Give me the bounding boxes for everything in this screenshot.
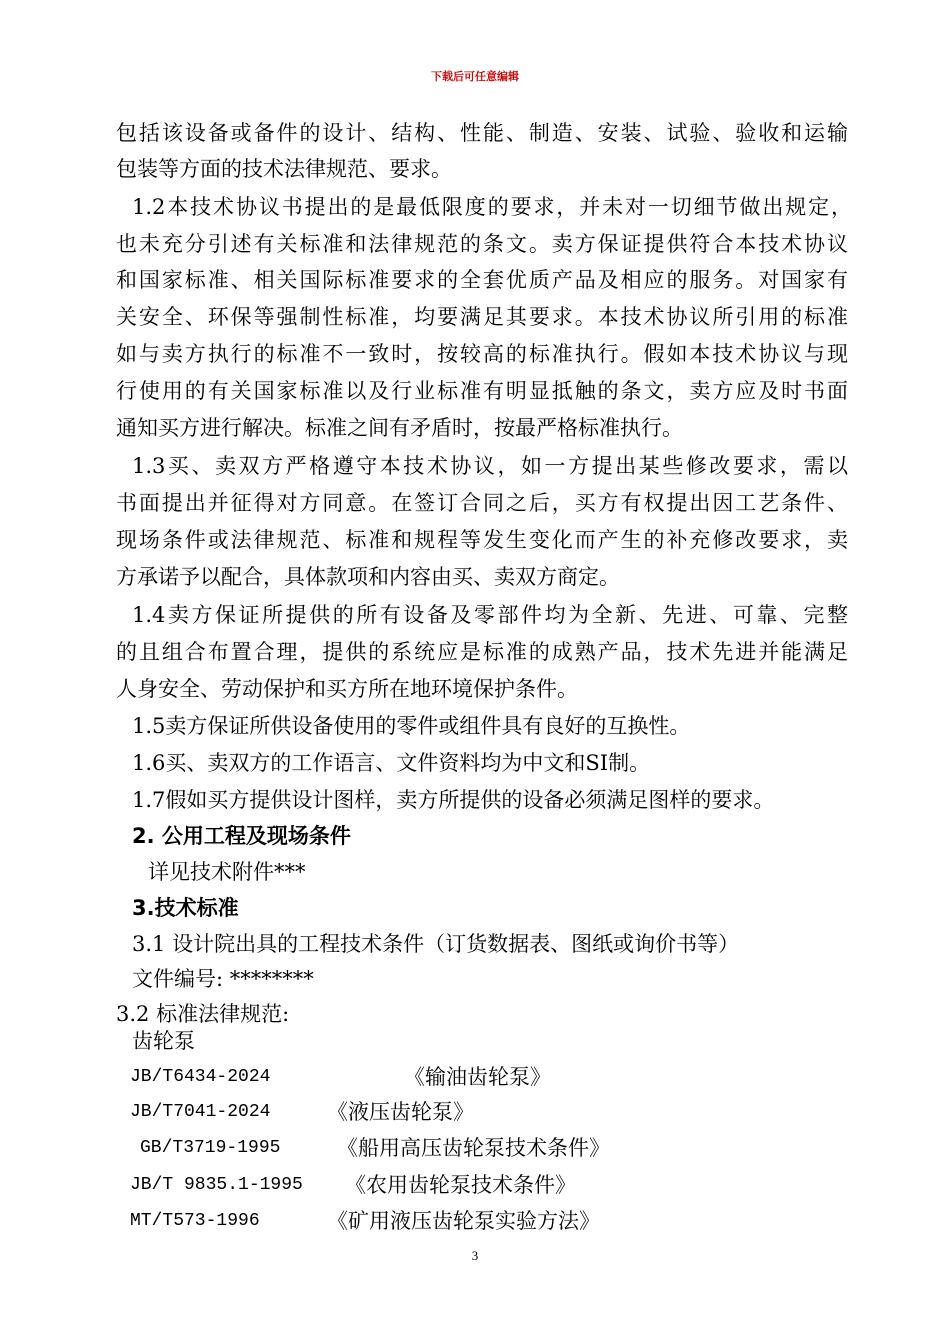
text-line: 1.3买、卖双方严格遵守本技术协议，如一方提出某些修改要求，需以 — [132, 454, 848, 478]
page-number: 3 — [471, 1248, 479, 1263]
standard-code: JB/T 9835.1-1995 — [130, 1175, 303, 1195]
text-line: 的且组合布置合理，提供的系统应是标准的成熟产品，技术先进并能满足 — [116, 640, 848, 664]
file-number: 文件编号: ******** — [132, 967, 314, 991]
item-3-2: 3.2 标准法律规范: — [116, 1002, 290, 1026]
text-line: 方承诺予以配合，具体款项和内容由买、卖双方商定。 — [116, 565, 620, 589]
category-label: 齿轮泵 — [132, 1029, 195, 1053]
item-1-6: 1.6买、卖双方的工作语言、文件资料均为中文和SI制。 — [132, 751, 651, 775]
text-line: 和国家标准、相关国际标准要求的全套优质产品及相应的服务。对国家有 — [116, 268, 848, 292]
standard-title: 《矿用液压齿轮泵实验方法》 — [327, 1209, 600, 1233]
standard-title: 《农用齿轮泵技术条件》 — [345, 1173, 576, 1197]
text-line: 也未充分引述有关标准和法律规范的条文。卖方保证提供符合本技术协议 — [116, 232, 848, 256]
text-line: 包装等方面的技术法律规范、要求。 — [116, 157, 452, 181]
standard-code: MT/T573-1996 — [130, 1211, 260, 1231]
text-line: 通知买方进行解决。标准之间有矛盾时，按最严格标准执行。 — [116, 416, 683, 440]
text-line: 1.2本技术协议书提出的是最低限度的要求，并未对一切细节做出规定， — [132, 195, 852, 219]
item-3-1: 3.1 设计院出具的工程技术条件（订货数据表、图纸或询价书等） — [132, 932, 740, 956]
section-2-heading: 2. 公用工程及现场条件 — [132, 824, 351, 848]
standard-code: JB/T6434-2024 — [130, 1067, 271, 1087]
section-2-text: 详见技术附件*** — [148, 860, 306, 884]
text-line: 包括该设备或备件的设计、结构、性能、制造、安装、试验、验收和运输 — [116, 121, 848, 145]
item-1-5: 1.5卖方保证所供设备使用的零件或组件具有良好的互换性。 — [132, 714, 691, 738]
item-1-7: 1.7假如买方提供设计图样，卖方所提供的设备必须满足图样的要求。 — [132, 788, 775, 812]
text-line: 1.4卖方保证所提供的所有设备及零部件均为全新、先进、可靠、完整 — [132, 603, 848, 627]
standard-code: GB/T3719-1995 — [140, 1138, 281, 1158]
header-note: 下载后可任意编辑 — [431, 70, 519, 83]
standard-title: 《输油齿轮泵》 — [404, 1065, 551, 1089]
text-line: 书面提出并征得对方同意。在签订合同之后，买方有权提出因工艺条件、 — [116, 491, 848, 515]
standard-title: 《船用高压齿轮泵技术条件》 — [337, 1136, 610, 1160]
text-line: 如与卖方执行的标准不一致时，按较高的标准执行。假如本技术协议与现 — [116, 342, 848, 366]
section-3-heading: 3.技术标准 — [132, 896, 239, 920]
standard-code: JB/T7041-2024 — [130, 1102, 271, 1122]
text-line: 行使用的有关国家标准以及行业标准有明显抵触的条文，卖方应及时书面 — [116, 379, 848, 403]
text-line: 人身安全、劳动保护和买方所在地环境保护条件。 — [116, 677, 578, 701]
standard-title: 《液压齿轮泵》 — [327, 1100, 474, 1124]
text-line: 现场条件或法律规范、标准和规程等发生变化而产生的补充修改要求，卖 — [116, 528, 848, 552]
text-line: 关安全、环保等强制性标准，均要满足其要求。本技术协议所引用的标准 — [116, 305, 848, 329]
